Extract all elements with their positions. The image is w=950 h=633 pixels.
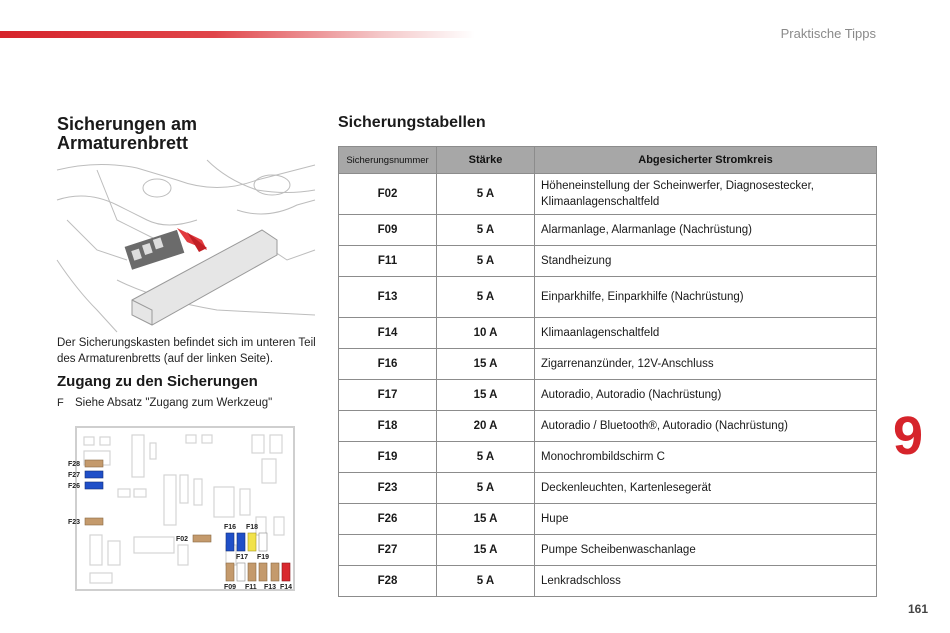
fuse-strength: 5 A	[437, 277, 535, 318]
fuse-strength: 5 A	[437, 442, 535, 473]
table-row	[339, 349, 877, 380]
table-row	[339, 442, 877, 473]
fuse-number: F17	[339, 380, 437, 411]
diagram-label-f02: F02	[176, 536, 189, 543]
fuse-strength: 15 A	[437, 504, 535, 535]
fuse-circuit: Pumpe Scheibenwaschanlage	[535, 535, 877, 566]
fuse-strength: 15 A	[437, 380, 535, 411]
diagram-label-f19: F19	[257, 554, 270, 561]
diagram-label-f16: F16	[224, 524, 237, 531]
column-header-circuit: Abgesicherter Stromkreis	[535, 147, 877, 174]
table-row	[339, 504, 877, 535]
fuse-strength: 20 A	[437, 411, 535, 442]
table-row	[339, 215, 877, 246]
fuse-circuit: Lenkradschloss	[535, 566, 877, 597]
header-accent-bar	[0, 31, 475, 38]
fuse-circuit: Autoradio, Autoradio (Nachrüstung)	[535, 380, 877, 411]
fuse-strength: 10 A	[437, 318, 535, 349]
diagram-label-f13: F13	[264, 584, 277, 591]
fuse-circuit: Klimaanlagenschaltfeld	[535, 318, 877, 349]
fuse-strength: 5 A	[437, 246, 535, 277]
location-description: Der Sicherungskasten befindet sich im unteren Teil des Armaturenbretts (auf der linken Seite).	[57, 337, 316, 365]
fuse-number: F13	[339, 277, 437, 318]
fuse-circuit: Höheneinstellung der Scheinwerfer, Diagnosestecker, Klimaanlagenschaltfeld	[535, 174, 877, 215]
fuse-number: F26	[339, 504, 437, 535]
column-header-number: Sicherungsnummer	[339, 147, 437, 174]
fuse-number: F27	[339, 535, 437, 566]
fuse-circuit: Zigarrenanzünder, 12V-Anschluss	[535, 349, 877, 380]
fuse-number: F11	[339, 246, 437, 277]
table-header-row	[339, 147, 877, 174]
table-row	[339, 318, 877, 349]
fuse-number: F16	[339, 349, 437, 380]
fuse-circuit: Monochrombildschirm C	[535, 442, 877, 473]
table-heading: Sicherungstabellen	[338, 114, 486, 131]
table-row	[339, 473, 877, 504]
fuse-strength: 15 A	[437, 349, 535, 380]
table-row	[339, 380, 877, 411]
fuse-table	[338, 146, 877, 597]
fuse-strength: 5 A	[437, 174, 535, 215]
table-row	[339, 566, 877, 597]
fuse-strength: 5 A	[437, 215, 535, 246]
table-row	[339, 174, 877, 215]
diagram-label-f28: F28	[68, 461, 81, 468]
table-row	[339, 277, 877, 318]
diagram-label-f11: F11	[245, 584, 257, 591]
section-title: Praktische Tipps	[780, 26, 876, 41]
fuse-number: F23	[339, 473, 437, 504]
reference-text: Siehe Absatz "Zugang zum Werkzeug"	[75, 397, 273, 409]
table-row	[339, 246, 877, 277]
fuse-box-diagram	[68, 425, 296, 592]
diagram-label-f23: F23	[68, 519, 81, 526]
fuse-circuit: Deckenleuchten, Kartenlesegerät	[535, 473, 877, 504]
diagram-label-f17: F17	[236, 554, 249, 561]
access-heading: Zugang zu den Sicherungen	[57, 373, 258, 390]
fuse-circuit: Einparkhilfe, Einparkhilfe (Nachrüstung)	[535, 277, 877, 318]
page-number: 161	[907, 602, 928, 616]
fuse-number: F28	[339, 566, 437, 597]
reference-line	[57, 397, 272, 409]
fuse-circuit: Alarmanlage, Alarmanlage (Nachrüstung)	[535, 215, 877, 246]
table-row	[339, 535, 877, 566]
fuse-circuit: Autoradio / Bluetooth®, Autoradio (Nachrüstung)	[535, 411, 877, 442]
fuse-strength: 15 A	[437, 535, 535, 566]
diagram-label-f26: F26	[68, 483, 81, 490]
fuse-number: F14	[339, 318, 437, 349]
dashboard-illustration	[57, 160, 315, 332]
diagram-label-f27: F27	[68, 472, 81, 479]
column-header-strength: Stärke	[437, 147, 535, 174]
diagram-label-f18: F18	[246, 524, 259, 531]
diagram-label-f14: F14	[280, 584, 293, 591]
page-heading: Sicherungen am Armaturenbrett	[57, 114, 198, 153]
fuse-number: F18	[339, 411, 437, 442]
table-row	[339, 411, 877, 442]
fuse-number: F19	[339, 442, 437, 473]
fuse-number: F02	[339, 174, 437, 215]
fuse-number: F09	[339, 215, 437, 246]
fuse-circuit: Hupe	[535, 504, 877, 535]
diagram-label-f09: F09	[224, 584, 237, 591]
fuse-strength: 5 A	[437, 566, 535, 597]
book-reference-icon: F	[57, 397, 64, 409]
fuse-strength: 5 A	[437, 473, 535, 504]
chapter-number: 9	[893, 406, 924, 466]
fuse-circuit: Standheizung	[535, 246, 877, 277]
